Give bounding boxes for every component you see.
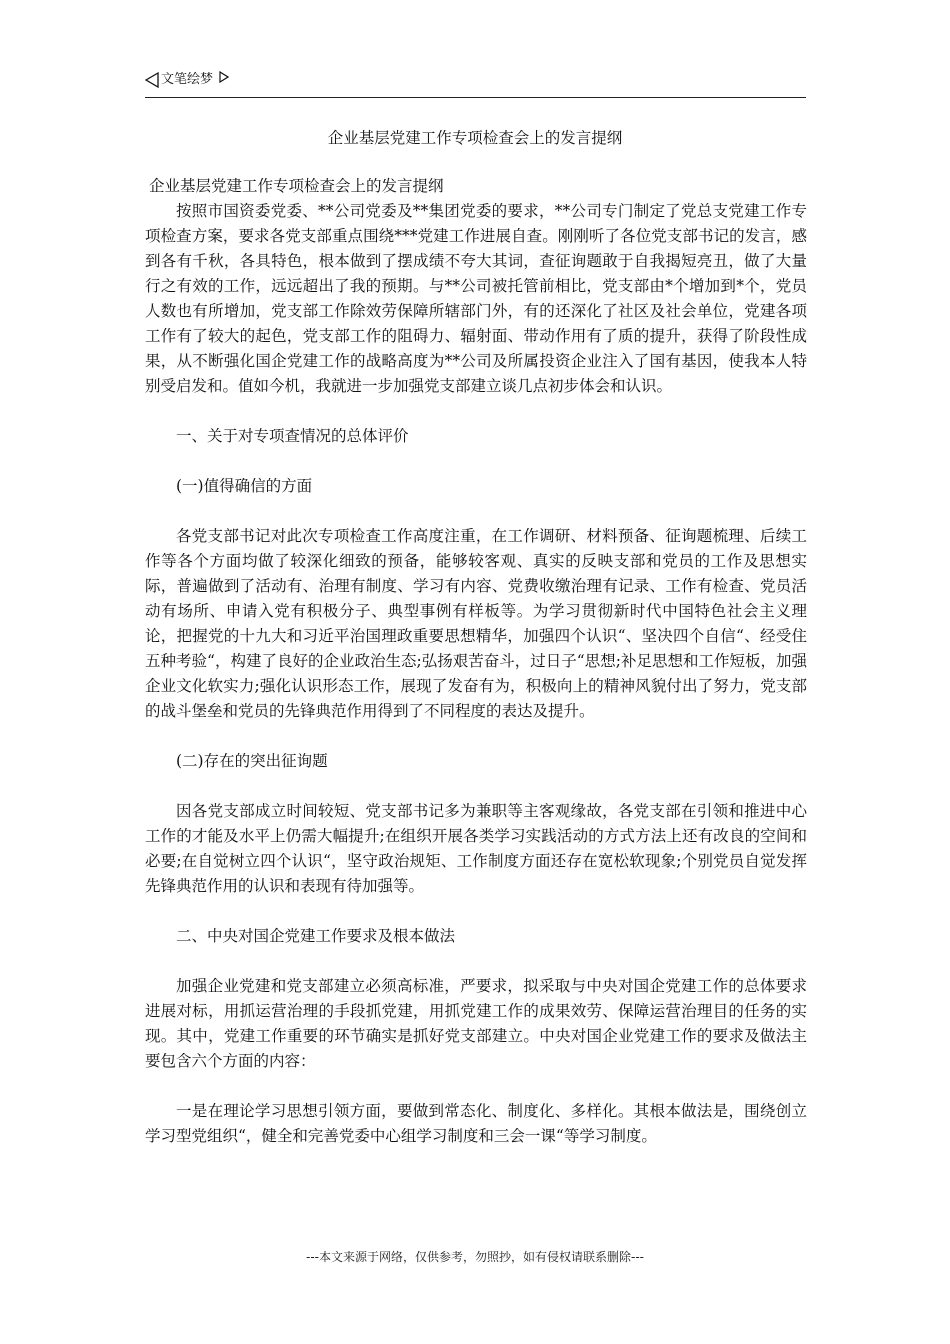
brand <box>145 70 805 90</box>
page-header <box>145 70 805 98</box>
triangle-left-icon <box>145 72 159 88</box>
triangle-right-icon <box>219 71 229 83</box>
subsection-heading-1-2: (二)存在的突出征询题 <box>176 752 328 770</box>
section-heading-1: 一、关于对专项查情况的总体评价 <box>176 427 409 445</box>
page-footer: ---本文来源于网络，仅供参考，勿照抄，如有侵权请联系删除--- <box>306 1250 644 1264</box>
paragraph-point-one: 一是在理论学习思想引领方面，要做到常态化、制度化、多样化。其根本做法是，围绕创立学习型党组织“，健全和完善党委中心组学习制度和三会一课“等学习制度。 <box>145 1102 807 1145</box>
document-subtitle: 企业基层党建工作专项检查会上的发言提纲 <box>149 177 444 195</box>
paragraph-affirmed: 各党支部书记对此次专项检查工作高度注重，在工作调研、材料预备、征询题梳理、后续工作等各个方面均做了较深化细致的预备，能够较客观、真实的反映支部和党员的工作及思想实际，普遍做到了活动有、治理有制度、学习有内容、党费收缴治理有记录、工作有检查、党员活动有场所、申请入党有积极分子、典型事例有样板等。为学习贯彻新时代中国特色社会主义理论，把握党的十九大和习近平治国理政重要思想精华，加强四个认识“、坚决四个自信“、经受住五种考验“，构建了良好的企业政治生态;弘扬艰苦奋斗，过日子“思想;补足思想和工作短板，加强企业文化软实力;强化认识形态工作，展现了发奋有为，积极向上的精神风貌付出了努力，党支部的战斗堡垒和党员的先锋典范作用得到了不同程度的表达及提升。 <box>145 527 807 720</box>
document-title: 企业基层党建工作专项检查会上的发言提纲 <box>327 129 623 147</box>
subsection-heading-1-1: (一)值得确信的方面 <box>176 477 313 495</box>
paragraph-intro: 按照市国资委党委、**公司党委及**集团党委的要求，**公司专门制定了党总支党建工作专项检查方案，要求各党支部重点围绕***党建工作进展自查。刚刚听了各位党支部书记的发言，感到各有千秋，各具特色，根本做到了摆成绩不夸大其词，查征询题敢于自我揭短亮丑，做了大量行之有效的工作，远远超出了我的预期。与**公司被托管前相比，党支部由*个增加到*个，党员人数也有所增加，党支部工作除效劳保障所辖部门外，有的还深化了社区及社会单位，党建各项工作有了较大的起色，党支部工作的阻碍力、辐射面、带动作用有了质的提升，获得了阶段性成果，从不断强化国企党建工作的战略高度为**公司及所属投资企业注入了国有基因，使我本人特别受启发和。值如今机，我就进一步加强党支部建立谈几点初步体会和认识。 <box>145 202 807 395</box>
document-body <box>145 174 807 1149</box>
paragraph-requirements: 加强企业党建和党支部建立必须高标准，严要求，拟采取与中央对国企党建工作的总体要求进展对标，用抓运营治理的手段抓党建，用抓党建工作的成果效劳、保障运营治理目的任务的实现。其中，党建工作重要的环节确实是抓好党支部建立。中央对国企业党建工作的要求及做法主要包含六个方面的内容： <box>145 977 807 1070</box>
brand-name: 文笔绘梦 <box>161 72 214 87</box>
section-heading-2: 二、中央对国企党建工作要求及根本做法 <box>176 927 456 945</box>
header-divider <box>145 97 806 98</box>
paragraph-issues: 因各党支部成立时间较短、党支部书记多为兼职等主客观缘故，各党支部在引领和推进中心工作的才能及水平上仍需大幅提升;在组织开展各类学习实践活动的方式方法上还有改良的空间和必要;在自觉树立四个认识“，坚守政治规矩、工作制度方面还存在宽松软现象;个别党员自觉发挥先锋典范作用的认识和表现有待加强等。 <box>145 802 807 895</box>
